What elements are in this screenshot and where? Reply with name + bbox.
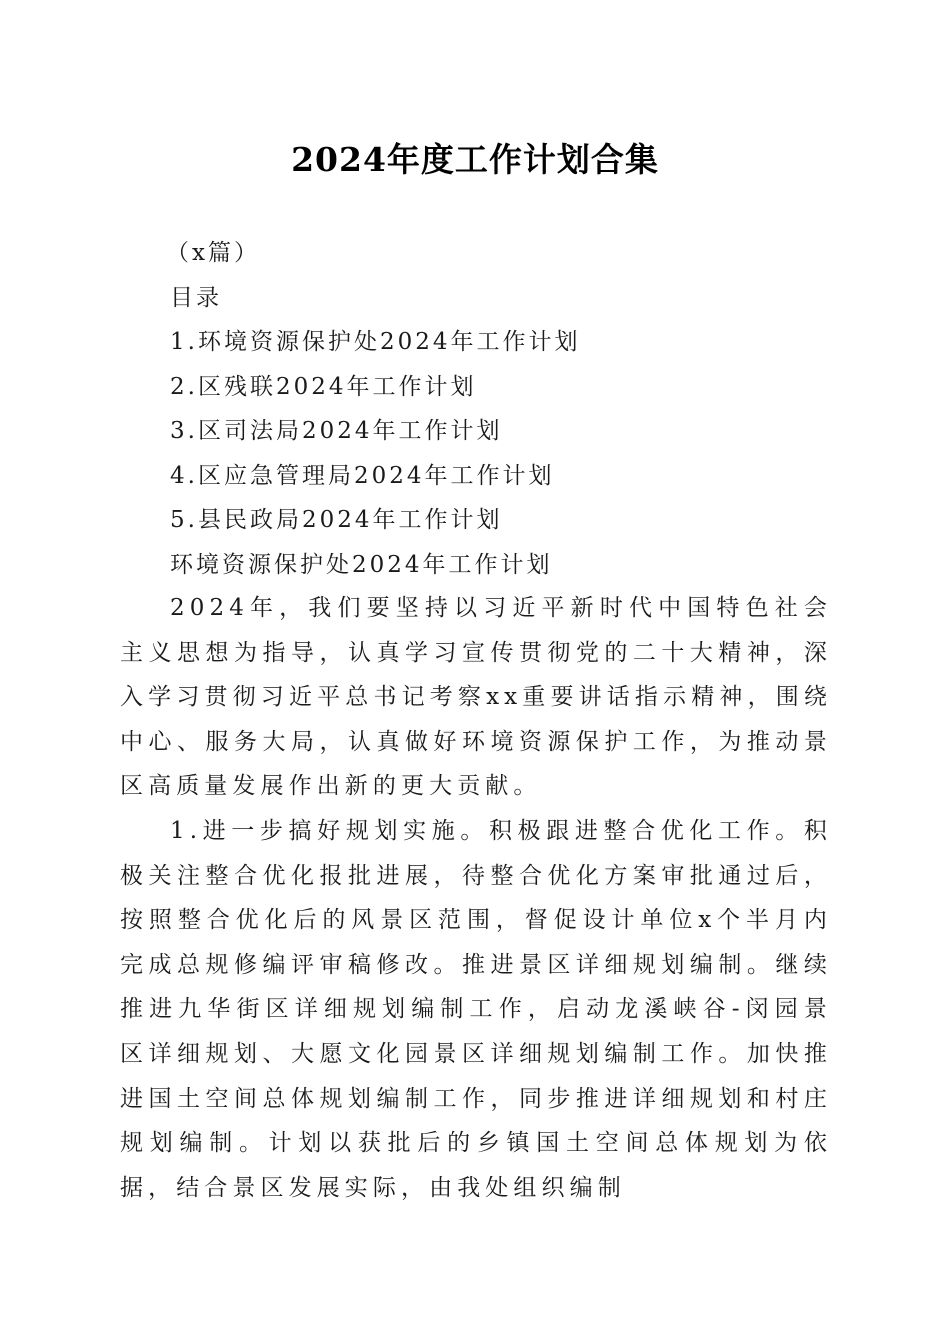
document-subtitle: （x篇） [166,240,260,266]
body-paragraph-intro [120,586,832,809]
section-heading: 环境资源保护处2024年工作计划 [170,552,553,578]
toc-item[interactable]: 1.环境资源保护处2024年工作计划 [170,329,581,355]
body-paragraph-planning [120,809,832,1210]
toc-item[interactable]: 4.区应急管理局2024年工作计划 [170,463,555,489]
paragraph-text: 2024年，我们要坚持以习近平新时代中国特色社会主义思想为指导，认真学习宣传贯彻党的二十大精神，深入学习贯彻习近平总书记考察xx重要讲话指示精神，围绕中心、服务大局，认真做好环境资源保护工作，为推动景区高质量发展作出新的更大贡献。 [120,595,832,800]
paragraph-text: 1.进一步搞好规划实施。积极跟进整合优化工作。积极关注整合优化报批进展，待整合优化方案审批通过后，按照整合优化后的风景区范围，督促设计单位x个半月内完成总规修编评审稿修改。推进景区详细规划编制。继续推进九华街区详细规划编制工作，启动龙溪峡谷-闵园景区详细规划、大愿文化园景区详细规划编制工作。加快推进国土空间总体规划编制工作，同步推进详细规划和村庄规划编制。计划以获批后的乡镇国土空间总体规划为依据，结合景区发展实际，由我处组织编制 [120,818,832,1201]
toc-item[interactable]: 5.县民政局2024年工作计划 [170,507,503,533]
toc-item[interactable]: 3.区司法局2024年工作计划 [170,418,503,444]
toc-item[interactable]: 2.区残联2024年工作计划 [170,374,477,400]
toc-heading: 目录 [170,285,222,311]
document-title: 2024年度工作计划合集 [291,140,659,179]
